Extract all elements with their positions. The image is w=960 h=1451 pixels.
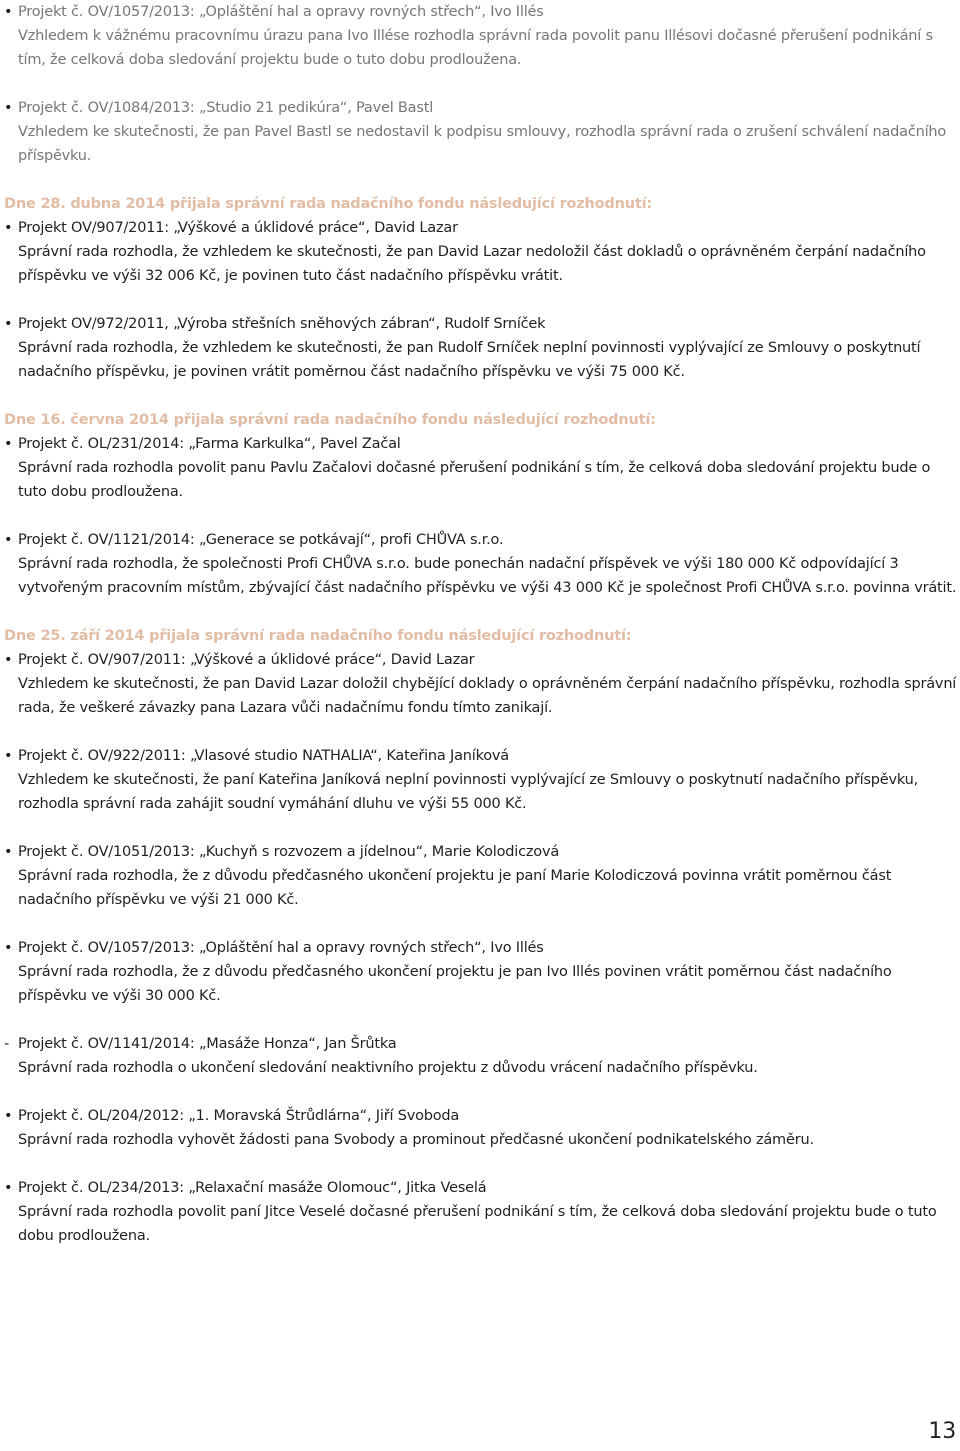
decision-text: Správní rada rozhodla, že vzhledem ke skutečnosti, že pan Rudolf Srníček neplní povinnosti vyplývající ze Smlouvy o poskytnutí nadačního příspěvku, je povinen vrátit poměrnou část nadačního příspěvku ve výši 75 000 Kč. — [18, 340, 921, 380]
decision-text: Vzhledem ke skutečnosti, že pan Pavel Bastl se nedostavil k podpisu smlouvy, rozhodla správní rada o zrušení schválení nadačního příspěvku. — [18, 124, 947, 164]
decision-item — [4, 1104, 958, 1152]
decision-text: Správní rada rozhodla, že vzhledem ke skutečnosti, že pan David Lazar nedoložil část dokladů o oprávněném čerpání nadačního příspěvku ve výši 32 006 Kč, je povinen tuto část nadačního příspěvku vrátit. — [18, 244, 926, 284]
project-title: Projekt OV/907/2011: „Výškové a úklidové práce“, David Lazar — [18, 220, 458, 236]
bullet-marker: • — [4, 940, 13, 956]
project-title: Projekt č. OV/1051/2013: „Kuchyň s rozvozem a jídelnou“, Marie Kolodiczová — [18, 844, 560, 860]
decision-item — [4, 840, 958, 912]
decision-text: Správní rada rozhodla, že z důvodu předčasného ukončení projektu je pan Ivo Illés povinen vrátit poměrnou část nadačního příspěvku ve výši 30 000 Kč. — [18, 964, 892, 1004]
bullet-marker: • — [4, 1108, 13, 1124]
project-title: Projekt č. OV/1057/2013: „Opláštění hal a opravy rovných střech“, Ivo Illés — [18, 4, 544, 20]
decision-text: Vzhledem k vážnému pracovnímu úrazu pana Ivo Illése rozhodla správní rada povolit panu Illésovi dočasné přerušení podnikání s tím, že celková doba sledování projektu bude o tuto dobu prodloužena. — [18, 28, 933, 68]
bullet-marker: • — [4, 220, 13, 236]
dash-marker: - — [4, 1036, 10, 1052]
decision-item — [4, 648, 958, 720]
decision-text: Vzhledem ke skutečnosti, že paní Kateřina Janíková neplní povinnosti vyplývající ze Smlouvy o poskytnutí nadačního příspěvku, rozhodla správní rada zahájit soudní vymáhání dluhu ve výši 55 000 Kč. — [18, 772, 919, 812]
document-body — [4, 0, 958, 1248]
section-heading: Dne 28. dubna 2014 přijala správní rada nadačního fondu následující rozhodnutí: — [4, 196, 652, 212]
bullet-marker: • — [4, 436, 13, 452]
decision-item — [4, 96, 958, 168]
section-heading: Dne 25. září 2014 přijala správní rada nadačního fondu následující rozhodnutí: — [4, 628, 632, 644]
project-title: Projekt č. OV/922/2011: „Vlasové studio NATHALIA“, Kateřina Janíková — [18, 748, 509, 764]
project-title: Projekt OV/972/2011, „Výroba střešních sněhových zábran“, Rudolf Srníček — [18, 316, 546, 332]
project-title: Projekt č. OL/204/2012: „1. Moravská Štrůdlárna“, Jiří Svoboda — [18, 1108, 460, 1124]
decision-item — [4, 216, 958, 288]
decision-item — [4, 432, 958, 504]
decision-item — [4, 0, 958, 72]
project-title: Projekt č. OV/1057/2013: „Opláštění hal a opravy rovných střech“, Ivo Illés — [18, 940, 544, 956]
decision-text: Vzhledem ke skutečnosti, že pan David Lazar doložil chybějící doklady o oprávněném čerpání nadačního příspěvku, rozhodla správní rada, že veškeré závazky pana Lazara vůči nadačnímu fondu tímto zanikají. — [18, 676, 957, 716]
bullet-marker: • — [4, 316, 13, 332]
bullet-marker: • — [4, 532, 13, 548]
bullet-marker: • — [4, 748, 13, 764]
section-heading: Dne 16. června 2014 přijala správní rada nadačního fondu následující rozhodnutí: — [4, 412, 656, 428]
decision-text: Správní rada rozhodla povolit paní Jitce Veselé dočasné přerušení podnikání s tím, že celková doba sledování projektu bude o tuto dobu prodloužena. — [18, 1204, 937, 1244]
decision-text: Správní rada rozhodla povolit panu Pavlu Začalovi dočasné přerušení podnikání s tím, že celková doba sledování projektu bude o tuto dobu prodloužena. — [18, 460, 931, 500]
decision-text: Správní rada rozhodla vyhovět žádosti pana Svobody a prominout předčasné ukončení podnikatelského záměru. — [18, 1132, 814, 1148]
decision-text: Správní rada rozhodla, že společnosti Profi CHŮVA s.r.o. bude ponechán nadační příspěvek ve výši 180 000 Kč odpovídající 3 vytvořeným pracovním místům, zbývající část nadačního příspěvku ve výši 43 000 Kč je společnost Profi CHŮVA s.r.o. povinna vrátit. — [18, 556, 957, 596]
project-title: Projekt č. OV/1141/2014: „Masáže Honza“, Jan Šrůtka — [18, 1036, 397, 1052]
decision-item — [4, 744, 958, 816]
bullet-marker: • — [4, 652, 13, 668]
decision-item — [4, 936, 958, 1008]
bullet-marker: • — [4, 100, 13, 116]
decision-item — [4, 528, 958, 600]
page-number: 13 — [928, 1419, 956, 1444]
project-title: Projekt č. OV/1121/2014: „Generace se potkávají“, profi CHŮVA s.r.o. — [18, 532, 504, 548]
bullet-marker: • — [4, 1180, 13, 1196]
bullet-marker: • — [4, 844, 13, 860]
decision-item — [4, 312, 958, 384]
decision-item — [4, 1032, 958, 1080]
bullet-marker: • — [4, 4, 13, 20]
decision-text: Správní rada rozhodla, že z důvodu předčasného ukončení projektu je paní Marie Kolodiczová povinna vrátit poměrnou část nadačního příspěvku ve výši 21 000 Kč. — [18, 868, 892, 908]
project-title: Projekt č. OL/231/2014: „Farma Karkulka“, Pavel Začal — [18, 436, 401, 452]
project-title: Projekt č. OL/234/2013: „Relaxační masáže Olomouc“, Jitka Veselá — [18, 1180, 487, 1196]
decision-text: Správní rada rozhodla o ukončení sledování neaktivního projektu z důvodu vrácení nadačního příspěvku. — [18, 1060, 758, 1076]
project-title: Projekt č. OV/907/2011: „Výškové a úklidové práce“, David Lazar — [18, 652, 475, 668]
project-title: Projekt č. OV/1084/2013: „Studio 21 pedikúra“, Pavel Bastl — [18, 100, 434, 116]
decision-item — [4, 1176, 958, 1248]
